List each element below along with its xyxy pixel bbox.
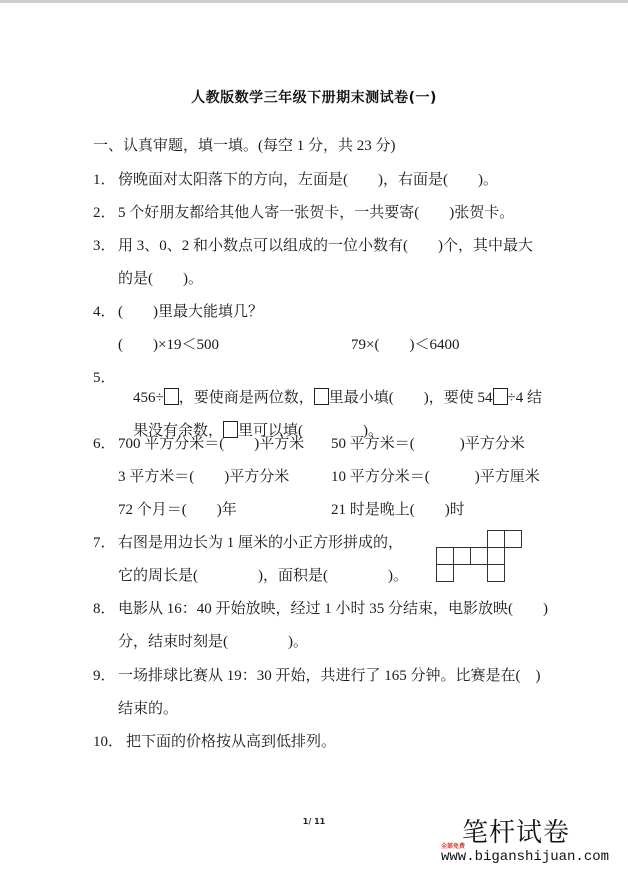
inequality-left: ( )×19＜500 [118, 337, 219, 353]
question-text-continued: 分，结束时刻是( )。 [118, 634, 308, 650]
unit-square [487, 547, 505, 565]
question-number: 7． [93, 535, 116, 551]
text-part: 里可以填( )。 [238, 423, 384, 439]
question-number: 10． [93, 734, 124, 750]
question-number: 9． [93, 668, 116, 684]
question-text-continued: 结束的。 [118, 701, 179, 717]
conversion-right: 10 平方分米＝( )平方厘米 [331, 469, 540, 485]
inequality-right: 79×( )＜6400 [351, 337, 460, 353]
page-top-border [0, 0, 628, 3]
blank-box [493, 388, 508, 405]
text-part: ，要使商是两位数， [178, 390, 314, 406]
unit-square [436, 547, 454, 565]
page-number: 1/ 11 [302, 817, 326, 826]
square-tile-figure [434, 530, 538, 588]
question-number: 3． [93, 238, 116, 254]
text-part: 里最小填( )，要使 54 [328, 390, 493, 406]
question-number: 4． [93, 304, 116, 320]
question-text: 电影从 16：40 开始放映，经过 1 小时 35 分结束，电影放映( ) [118, 601, 548, 617]
conversion-left: 700 平方分米＝( )平方米 [118, 436, 305, 452]
unit-square [436, 564, 454, 582]
page-title: 人教版数学三年级下册期末测试卷(一) [191, 90, 437, 106]
question-number: 2． [93, 205, 116, 221]
unit-square [504, 530, 522, 548]
conversion-left: 72 个月＝( )年 [118, 502, 237, 518]
conversion-right: 50 平方米＝( )平方分米 [331, 436, 525, 452]
question-number: 1． [93, 172, 116, 188]
unit-square [487, 530, 505, 548]
question-text: 用 3、0、2 和小数点可以组成的一位小数有( )个，其中最大 [118, 238, 533, 254]
text-part: 456÷ [133, 390, 164, 406]
watermark-tag: 全部免费 [441, 843, 466, 850]
question-number: 5． [93, 370, 116, 386]
section-header: 一、认真审题，填一填。(每空 1 分，共 23 分) [93, 138, 396, 154]
question-text-continued: 它的周长是( )，面积是( )。 [118, 568, 408, 584]
text-part: ÷4 结 [507, 390, 542, 406]
question-text-continued: 的是( )。 [118, 271, 203, 287]
question-text: 5 个好朋友都给其他人寄一张贺卡，一共要寄( )张贺卡。 [118, 205, 515, 221]
question-number: 6． [93, 436, 116, 452]
conversion-left: 3 平方米＝( )平方分米 [118, 469, 290, 485]
text-part: 果没有余数， [133, 423, 224, 439]
question-text: 把下面的价格按从高到低排列。 [126, 734, 337, 750]
question-text: ( )里最大能填几？ [118, 304, 263, 320]
watermark-url: www.biganshijuan.com [441, 849, 610, 865]
watermark-brand: 笔杆试卷 [462, 818, 571, 848]
question-text: 傍晚面对太阳落下的方向，左面是( )，右面是( )。 [118, 172, 498, 188]
question-number: 8． [93, 601, 116, 617]
conversion-right: 21 时是晚上( )时 [331, 502, 465, 518]
unit-square [470, 547, 488, 565]
question-text: 一场排球比赛从 19：30 开始，共进行了 165 分钟。比赛是在( ) [118, 668, 541, 684]
question-text: 右图是用边长为 1 厘米的小正方形拼成的， [118, 535, 404, 551]
unit-square [453, 547, 471, 565]
unit-square [487, 564, 505, 582]
